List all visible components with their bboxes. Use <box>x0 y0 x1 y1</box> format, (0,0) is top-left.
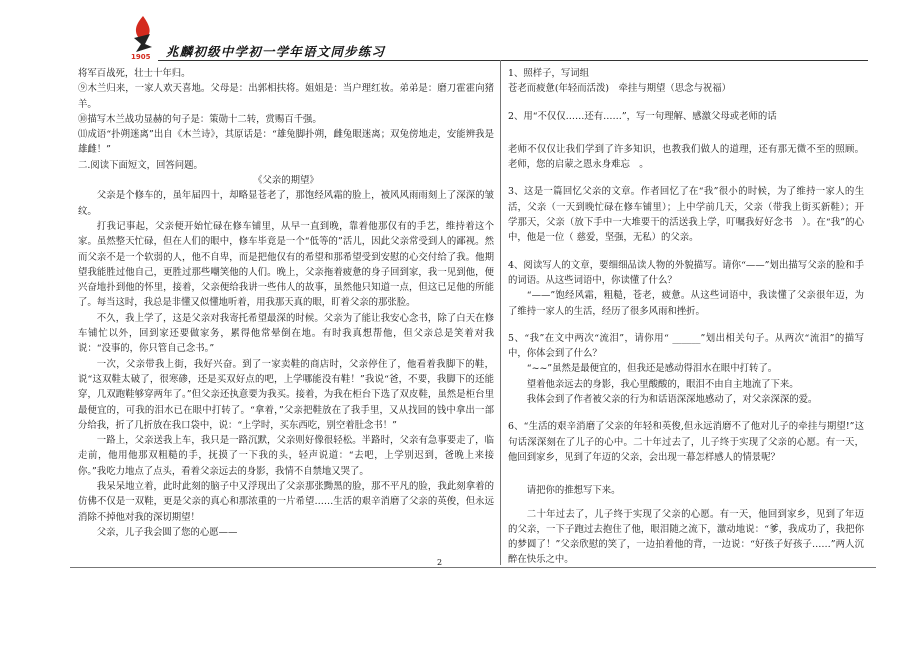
story-paragraph: 我呆呆地立着，此时此刻的脑子中又浮现出了父亲那张黝黑的脸，那不平凡的脸，我此刻拿着的仿佛不仅是一双鞋，更是父亲的真心和那浓重的一片希望……生活的艰辛消磨了父亲的英俊，但永远消除不掉他对我的深切期望！ <box>78 481 494 523</box>
column-divider <box>500 60 501 565</box>
left-line-2: ⑨木兰归来，一家人欢天喜地。父母是：出郭相扶将。姐姐是：当户理红妆。弟弟是：磨刀霍霍向猪羊。 <box>78 83 494 110</box>
story-paragraph: 不久，我上学了，这是父亲对我寄托希望最深的时候。父亲为了能让我安心念书，除了白天在修车铺忙以外，回到家还要做家务，累得他常晕倒在地。有时我真想帮他，但父亲总是笑着对我说：“没事的，你只管自己念书。” <box>78 312 494 355</box>
answer-5a: “~~”虽然是最便宜的，但我还是感动得泪水在眼中打转了。 <box>526 363 778 375</box>
question-1: 1、照样子，写词组 <box>508 68 589 79</box>
school-logo-icon <box>128 14 158 60</box>
school-logo <box>128 14 158 60</box>
answer-5c: 我体会到了作者被父亲的行为和话语深深地感动了，对父亲深深的爱。 <box>526 394 818 406</box>
story-title: 《父亲的期望》 <box>253 175 319 187</box>
question-2: 2、用“不仅仅……还有……”，写一句理解、感激父母或老师的话 <box>508 110 777 122</box>
page-number: 2 <box>434 558 445 567</box>
footer-divider <box>70 567 876 568</box>
question-6: 6、“生活的艰辛消磨了父亲的年轻和英俊,但永远消磨不了他对儿子的牵挂与期望!”这句话深深刻在了儿子的心中。二十年过去了，儿子终于实现了父亲的心愿。有一天，他回到家乡，见到了年迈的父亲，会出现一幕怎样感人的情景呢？ <box>508 421 864 463</box>
left-line-1: 将军百战死，壮士十年归。 <box>78 68 191 79</box>
answer-5b: 望着他亲远去的身影，我心里酸酸的，眼泪不由自主地流了下来。 <box>526 378 799 390</box>
answer-1: 苍老而疲惫(年轻而活泼) 牵挂与期望（思念与祝福） <box>508 83 731 95</box>
left-line-3: ⑩描写木兰战功显赫的句子是：策勋十二转，赏赐百千强。 <box>78 113 322 125</box>
story-paragraph: 一路上，父亲送我上车，我只是一路沉默，父亲则好像很轻松。半路时，父亲有急事要走了，临走前，他用他那双粗糙的手，抚摸了一下我的头，轻声说道：“去吧，上学别迟到，爸晚上来接你。”我吃力地点了点头，看着父亲远去的身影，我情不自禁地又哭了。 <box>78 435 494 477</box>
section-heading: 二.阅读下面短文，回答问题。 <box>78 159 203 171</box>
story-paragraph: 父亲，儿子我会圆了您的心愿—— <box>96 526 238 538</box>
story-paragraph: 打我记事起，父亲便开始忙碌在修车铺里，从早一直到晚，靠着他那仅有的手艺，维持着这个家。虽然整天忙碌，但在人们的眼中，修车毕竟是一个“低等的”活儿，因此父亲常受到人的鄙视。然而父亲不是一个软弱的人，他不自卑，而是把他仅有的希望和那希望受到安慰的心交付给了我。他期望我能胜过他自己，更胜过那些嘲笑他的人们。晚上，父亲拖着疲惫的身子回到家，我一见到他，便兴奋地扑到他的怀里，接着，父亲便给我讲一些伟人的故事，虽然他只知道一点，但这已足他的所能了。每当这时，我总是非懂又似懂地听着，用我那天真的眼，盯着父亲的那张脸。 <box>78 220 494 309</box>
answer-6-prompt: 请把你的推想写下来。 <box>526 485 621 497</box>
story-paragraph: 父亲是个修车的，虽年届四十，却略显苍老了，那饱经风霜的脸上，被风风雨雨刻上了深深的皱纹。 <box>78 190 494 217</box>
story-paragraph: 一次，父亲带我上街，我好兴奋。到了一家卖鞋的商店时，父亲停住了，他看着我脚下的鞋，说“这双鞋太破了，很寒碜，还是买双好点的吧，上学哪能没有鞋！”我说“爸，不要，我脚下的还能穿，几双跑鞋够穿两年了。”但父亲还执意要为我买。接着，为我在柜台下选了双皮鞋，虽然是柜台里最便宜的，可我的泪水已在眼中打转了。“拿着，”父亲把鞋放在了我手里，又从找回的钱中拿出一部分给我，折了几折放在我口袋中，说：“上学时，买东西吃，别空着肚念书！” <box>78 358 494 431</box>
left-line-4: ⑾成语“扑朔迷离”出自《木兰诗》，其原话是：“雄兔脚扑朔，雌兔眼迷离；双兔傍地走，安能辨我是雄雌！” <box>78 129 494 156</box>
answer-4: “——”饱经风霜，粗糙，苍老，疲惫。从这些词语中，我读懂了父亲很年迈，为了维持一家人的生活，经历了很多风雨和挫折。 <box>508 290 864 317</box>
page-header <box>128 14 868 64</box>
answer-2: 老师不仅仅让我们学到了许多知识，也教我们做人的道理，还有那无微不至的照顾。老师，您的启蒙之恩永身难忘 。 <box>508 143 864 171</box>
logo-year: 1905 <box>131 53 151 60</box>
question-3: 3、这是一篇回忆父亲的文章。作者回忆了在“我”很小的时候，为了维持一家人的生活，父亲（一天到晚忙碌在修车铺里）；上中学前几天，父亲（带我上街买新鞋）；开学那天，父亲（放下手中一大堆要干的活送我上学，叮嘱我好好念书 ）。在“我”的心中，他是一位（ 慈爱，坚强，无私）的父亲。 <box>508 186 864 244</box>
page-title: 兆麟初级中学初一学年语文同步练习 <box>166 44 386 59</box>
header-divider <box>158 60 868 61</box>
question-5: 5、“我”在文中两次“流泪”，请你用“ ______”划出相关句子。从两次“流泪”的描写中，你体会到了什么？ <box>508 332 864 360</box>
answer-6: 二十年过去了，儿子终于实现了父亲的心愿。有一天，他回到家乡，见到了年迈的父亲，一下子跑过去抱住了他，眼泪随之流下，激动地说：“爹，我成功了，我把你的梦圆了！”父亲欣慰的笑了，一边拍着他的背，一边说：“好孩子好孩子……”两人沉醉在快乐之中。 <box>508 508 864 566</box>
left-column <box>78 66 494 540</box>
question-4: 4、阅读写人的文章，要细细品读人物的外貌描写。请你“——”划出描写父亲的脸和手的词语。从这些词语中，你读懂了什么？ <box>508 259 864 286</box>
right-column <box>508 66 864 568</box>
